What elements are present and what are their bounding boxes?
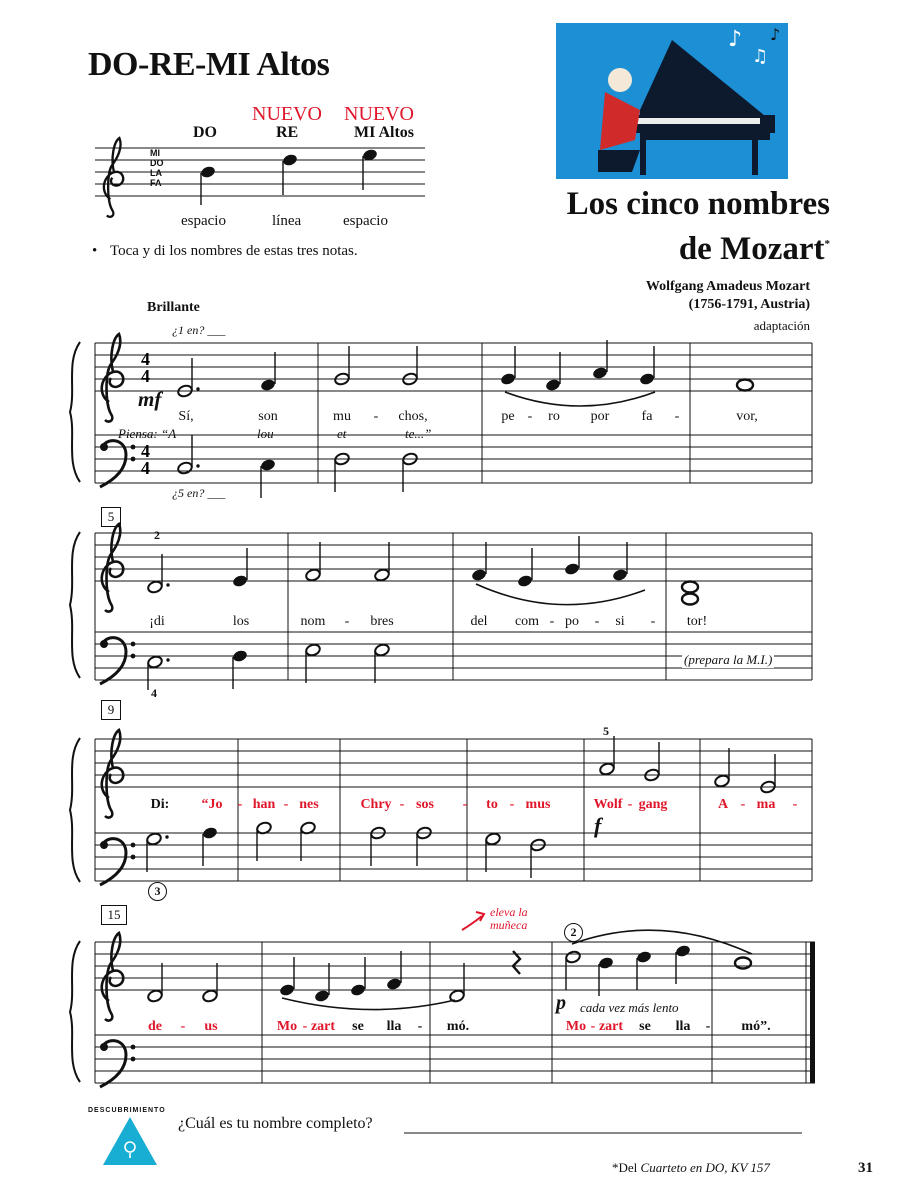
- staff-label-la: LA: [150, 168, 162, 178]
- full-name-question: ¿Cuál es tu nombre completo?: [178, 1115, 373, 1132]
- lyric: Sí,: [178, 409, 194, 424]
- staff-label-do: DO: [150, 158, 164, 168]
- composer-dates: (1756-1791, Austria): [688, 297, 810, 312]
- lyric: bres: [370, 614, 394, 629]
- staff-label-mi: MI: [150, 148, 160, 158]
- discovery-label: DESCUBRIMIENTO: [88, 1107, 166, 1114]
- svg-text:4: 4: [141, 458, 150, 478]
- lyric: vor,: [736, 409, 758, 424]
- lyric: se: [639, 1019, 651, 1034]
- lyric: us: [204, 1019, 218, 1034]
- svg-text:4: 4: [141, 349, 150, 369]
- lyric-hyphen: -: [399, 797, 405, 812]
- measure-number: 9: [101, 700, 121, 720]
- lyric-hyphen: -: [509, 797, 515, 812]
- bass-position-question: ¿5 en? ___: [172, 486, 226, 500]
- lyric-hyphen: -: [527, 409, 533, 424]
- lyric: tor!: [686, 614, 708, 629]
- lyric-hyphen: -: [650, 614, 656, 629]
- circled-finger-number: 3: [148, 882, 167, 901]
- lyric-hyphen: -: [180, 1019, 186, 1034]
- lyric-hyphen: -: [674, 409, 680, 424]
- instruction-text: Toca y di los nombres de estas tres notas.: [110, 243, 358, 259]
- discovery-icon: [103, 1117, 157, 1165]
- footnote: [612, 1160, 770, 1176]
- lyric-hyphen: -: [344, 614, 350, 629]
- prepare-left-hand-note: (prepara la M.I.): [684, 652, 773, 667]
- instruction-bullet: •: [92, 243, 98, 259]
- lyric: Wolf: [593, 797, 623, 812]
- section-title: DO-RE-MI Altos: [88, 46, 330, 83]
- lyric: sos: [416, 797, 434, 812]
- lyric: to: [486, 797, 498, 812]
- lyric-hyphen: -: [373, 409, 379, 424]
- wrist-lift-line1: eleva la: [490, 905, 528, 919]
- lyric: mó”.: [741, 1019, 771, 1034]
- lyric: ro: [548, 409, 560, 424]
- measure-number: 5: [101, 507, 121, 527]
- lyric-hyphen: -: [594, 614, 600, 629]
- lyric: lla: [675, 1019, 691, 1034]
- footnote-mark: *: [824, 238, 830, 250]
- new-label-mi: NUEVO: [344, 103, 414, 125]
- ritardando-text: cada vez más lento: [580, 1000, 679, 1015]
- lyric: del: [470, 614, 488, 629]
- page-number: 31: [858, 1160, 873, 1176]
- finger-number: 2: [154, 528, 160, 542]
- position-label-3: espacio: [343, 213, 388, 229]
- lyric-hyphen: -: [302, 1019, 308, 1034]
- system-4: [70, 912, 815, 1087]
- lyric-hyphen: -: [792, 797, 798, 812]
- svg-text:♪: ♪: [770, 25, 781, 44]
- piensa-te: te...”: [405, 426, 432, 441]
- lyric: se: [352, 1019, 364, 1034]
- lyric: por: [590, 409, 610, 424]
- svg-text:♫: ♫: [752, 46, 769, 67]
- lyric: son: [258, 409, 278, 424]
- svg-text:♪: ♪: [728, 27, 743, 52]
- piensa-et: et: [337, 426, 347, 441]
- dynamic-f: f: [594, 813, 602, 838]
- lyric: gang: [638, 797, 668, 812]
- lyric: nom: [300, 614, 326, 629]
- tempo-marking: Brillante: [147, 300, 200, 315]
- lyric: Mo: [276, 1019, 298, 1034]
- staff-label-fa: FA: [150, 178, 162, 188]
- lyric: ma: [756, 797, 776, 812]
- note-name-do: DO: [193, 124, 217, 141]
- lyric: po: [565, 614, 579, 629]
- footnote-prefix: *Del: [612, 1160, 641, 1175]
- lyric-hyphen: -: [237, 797, 243, 812]
- svg-text:4: 4: [141, 366, 150, 386]
- lyric: Chry: [360, 797, 392, 812]
- lyric-hyphen: -: [417, 1019, 423, 1034]
- piece-title-line2-text: de Mozart: [678, 231, 825, 267]
- lyric: zart: [598, 1019, 624, 1034]
- lyric: los: [232, 614, 250, 629]
- piece-title-line1: Los cinco nombres: [566, 186, 830, 222]
- finger-number: 4: [151, 686, 157, 700]
- lyric: fa: [641, 409, 653, 424]
- wrist-lift-line2: muñeca: [490, 918, 528, 932]
- position-label-1: espacio: [181, 213, 226, 229]
- piensa-text: Piensa: “A: [118, 426, 177, 441]
- lyric: nes: [299, 797, 319, 812]
- finger-number: 5: [603, 724, 609, 738]
- lyric: pe: [501, 409, 515, 424]
- lyric: de: [148, 1019, 162, 1034]
- lyric-hyphen: -: [462, 797, 468, 812]
- lyric: Mo: [565, 1019, 587, 1034]
- lyric: “Jo: [201, 797, 223, 812]
- lyric: mus: [525, 797, 551, 812]
- lyric-hyphen: -: [740, 797, 746, 812]
- note-name-re: RE: [276, 124, 299, 141]
- lyric: com: [514, 614, 540, 629]
- lyric-hyphen: -: [590, 1019, 596, 1034]
- circled-finger-number: 2: [564, 923, 583, 942]
- dynamic-p: p: [556, 992, 566, 1014]
- lyric: mu: [333, 409, 351, 424]
- position-label-2: línea: [272, 213, 302, 229]
- lyric-hyphen: -: [705, 1019, 711, 1034]
- new-label-re: NUEVO: [252, 103, 322, 125]
- lyric: si: [615, 614, 625, 629]
- dynamic-mf: mf: [138, 387, 162, 411]
- composer-name: Wolfgang Amadeus Mozart: [645, 279, 810, 294]
- system-3: [70, 730, 812, 885]
- piensa-lou: lou: [257, 426, 274, 441]
- lyric-di: Di:: [150, 797, 170, 812]
- lyric-hyphen: -: [283, 797, 289, 812]
- footnote-source: Cuarteto en DO, KV 157: [640, 1160, 770, 1175]
- treble-position-question: ¿1 en? ___: [172, 323, 226, 337]
- arrangement-note: adaptación: [753, 318, 810, 333]
- measure-number: 15: [101, 905, 127, 925]
- lyric-hyphen: -: [627, 797, 633, 812]
- note-name-mi-altos: MI Altos: [354, 124, 414, 141]
- lyric: han: [252, 797, 276, 812]
- full-name-answer-line[interactable]: [404, 1112, 802, 1132]
- wrist-lift-note: [490, 906, 528, 932]
- mozart-illustration: [556, 23, 788, 179]
- lyric: zart: [310, 1019, 336, 1034]
- lyric: chos,: [398, 409, 428, 424]
- lyric: lla: [386, 1019, 402, 1034]
- lyric: mó.: [446, 1019, 470, 1034]
- intro-staff: [95, 138, 425, 217]
- svg-text:4: 4: [141, 441, 150, 461]
- lyric-hyphen: -: [549, 614, 555, 629]
- lyric: A: [717, 797, 729, 812]
- lyric: ¡di: [149, 614, 165, 629]
